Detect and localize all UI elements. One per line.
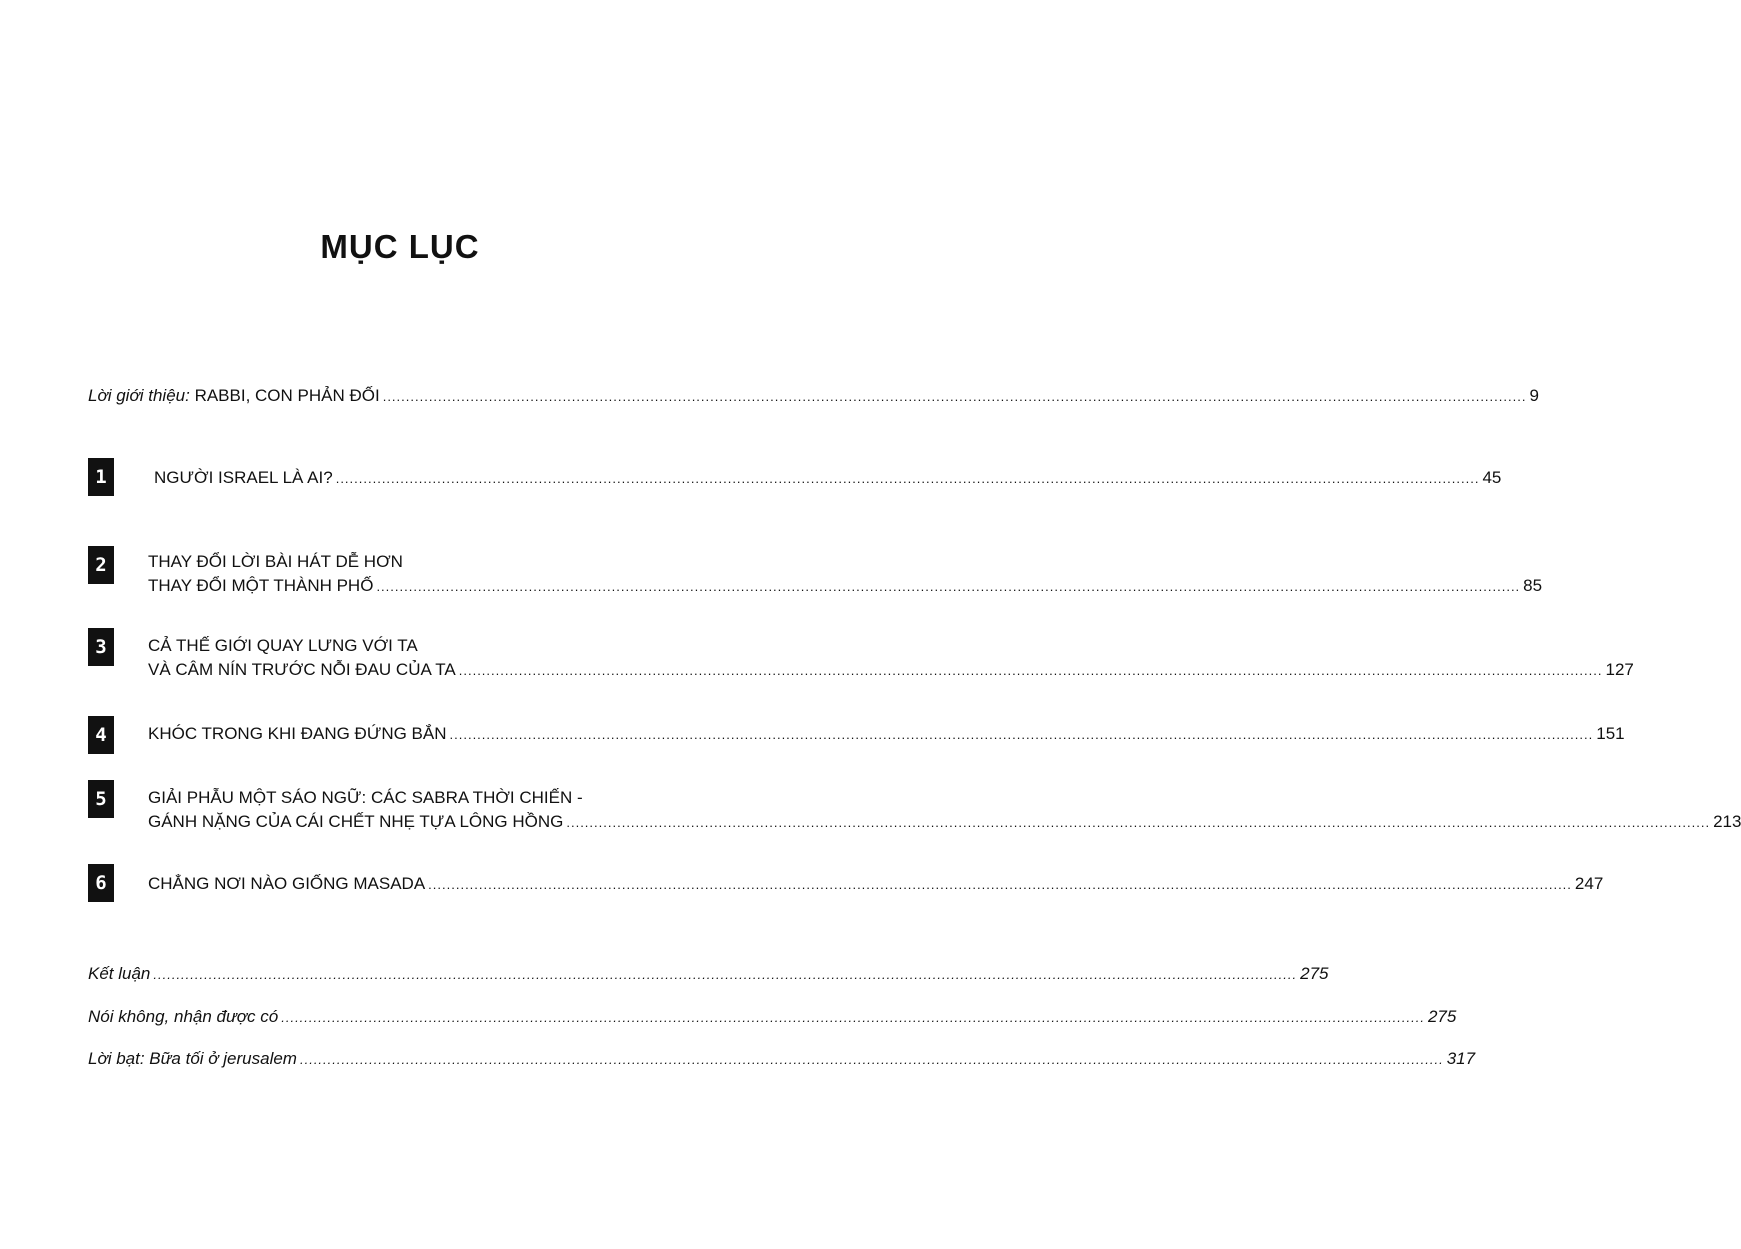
leader-dots [428,873,1572,897]
leader-dots [376,575,1520,599]
page-number: 151 [1596,724,1625,743]
chapter-number-badge: 3 [88,628,114,666]
chapter-title-line-2: THAY ĐỔI MỘT THÀNH PHỐ [148,576,374,595]
chapter-number-badge: 5 [88,780,114,818]
chapter-number-badge: 2 [88,546,114,584]
page-number: 275 [1300,964,1329,983]
leader-dots [459,659,1603,683]
leader-dots [153,963,1297,987]
chapter-title-line-1: GIẢI PHẪU MỘT SÁO NGỮ: CÁC SABRA THỜI CHIẾN - [148,788,583,807]
leader-dots [336,467,1480,491]
toc-entry-conclusion[interactable] [88,962,1329,987]
toc-entry-intro[interactable] [88,384,1539,409]
page-number: 85 [1523,576,1543,595]
toc-entry-say-no[interactable] [88,1005,1457,1030]
chapter-title-line-1: CẢ THẾ GIỚI QUAY LƯNG VỚI TA [148,636,418,655]
toc-entry-chapter-6[interactable] [88,864,1604,902]
leader-dots [383,385,1527,409]
toc-entry-chapter-5[interactable] [88,780,1741,835]
leader-dots [281,1006,1425,1030]
page-number: 45 [1482,468,1502,487]
chapter-number-badge: 4 [88,716,114,754]
chapter-title-line-2: GÁNH NẶNG CỦA CÁI CHẾT NHẸ TỰA LÔNG HỒNG [148,812,564,831]
chapter-title: NGƯỜI ISRAEL LÀ AI? [154,468,333,487]
toc-entry-chapter-1[interactable] [88,458,1502,496]
page-number: 127 [1605,660,1634,679]
page-number: 9 [1529,386,1539,405]
entry-label: Lời bạt: Bữa tối ở jerusalem [88,1049,297,1068]
chapter-number-badge: 6 [88,864,114,902]
toc-entry-chapter-3[interactable] [88,628,1634,683]
chapter-title-line-2: VÀ CÂM NÍN TRƯỚC NỖI ĐAU CỦA TA [148,660,456,679]
chapter-title: CHẲNG NƠI NÀO GIỐNG MASADA [148,874,426,893]
page-number: 275 [1427,1007,1457,1026]
entry-label: Nói không, nhận được có [88,1007,279,1026]
page-number: 247 [1574,874,1604,893]
entry-label: Kết luận [88,964,151,983]
toc-entry-chapter-2[interactable] [88,546,1543,599]
page-title: MỤC LỤC [320,228,480,265]
intro-label-text: RABBI, CON PHẢN ĐỐI [194,386,380,405]
chapter-title: KHÓC TRONG KHI ĐANG ĐỨNG BẮN [148,724,447,743]
chapter-title-line-1: THAY ĐỔI LỜI BÀI HÁT DỄ HƠN [148,552,403,571]
page-number: 317 [1446,1049,1476,1068]
leader-dots [450,723,1594,747]
toc-entry-chapter-4[interactable] [88,716,1625,754]
intro-label-italic: Lời giới thiệu: [88,386,190,405]
leader-dots [300,1048,1444,1072]
page-number: 213 [1713,812,1741,831]
leader-dots [566,811,1710,835]
chapter-number-badge: 1 [88,458,114,496]
toc-entry-afterword[interactable] [88,1047,1476,1072]
